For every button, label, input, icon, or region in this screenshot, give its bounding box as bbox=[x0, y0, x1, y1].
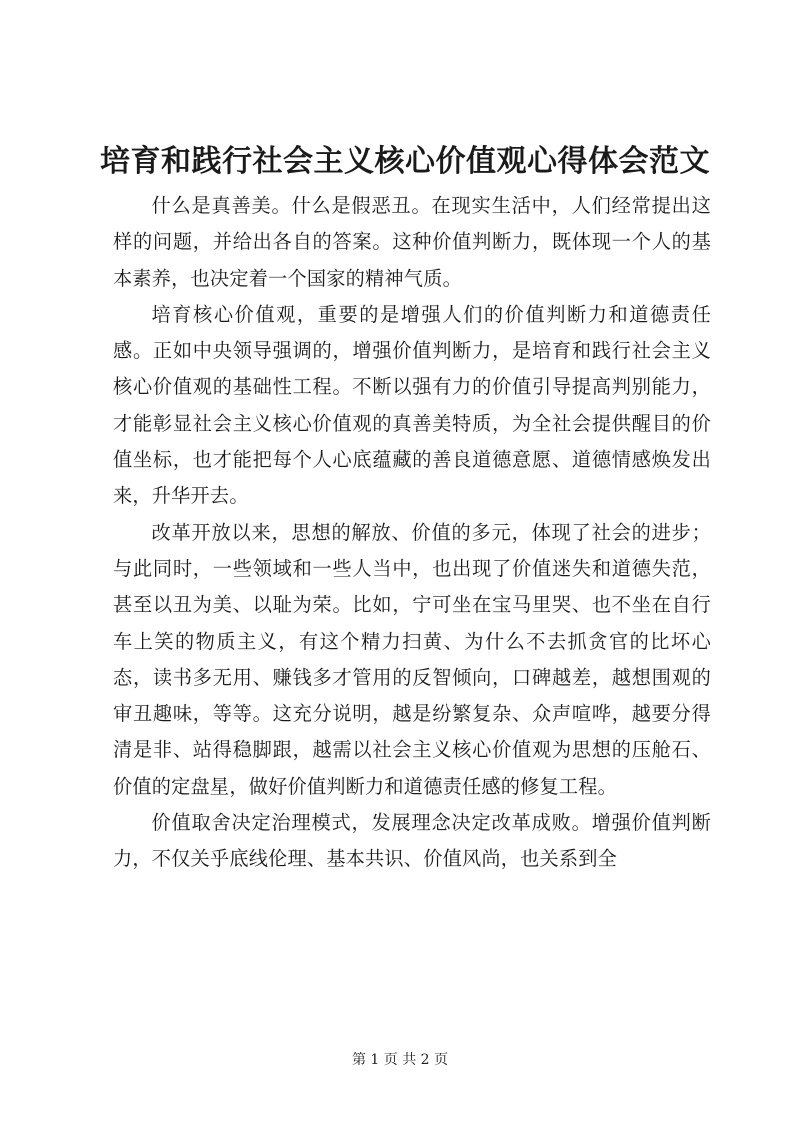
page-number-footer: 第 1 页 共 2 页 bbox=[351, 1052, 449, 1068]
paragraph-4: 价值取舍决定治理模式，发展理念决定改革成败。增强价值判断力，不仅关乎底线伦理、基本共识、价值风尚，也关系到全 bbox=[113, 811, 711, 871]
paragraph-1: 什么是真善美。什么是假恶丑。在现实生活中，人们经常提出这样的问题，并给出各自的答案。这种价值判断力，既体现一个人的基本素养，也决定着一个国家的精神气质。 bbox=[113, 194, 711, 290]
document-title: 培育和践行社会主义核心价值观心得体会范文 bbox=[100, 144, 710, 179]
document-body bbox=[113, 188, 711, 878]
paragraph-3: 改革开放以来，思想的解放、价值的多元，体现了社会的进步；与此同时，一些领域和一些人当中，也出现了价值迷失和道德失范，甚至以丑为美、以耻为荣。比如，宁可坐在宝马里哭、也不坐在自行车上笑的物质主义，有这个精力扫黄、为什么不去抓贪官的比坏心态，读书多无用、赚钱多才管用的反智倾向，口碑越差，越想围观的审丑趣味，等等。这充分说明，越是纷繁复杂、众声喧哗，越要分得清是非、站得稳脚跟，越需以社会主义核心价值观为思想的压舱石、价值的定盘星，做好价值判断力和道德责任感的修复工程。 bbox=[113, 520, 711, 798]
paragraph-2: 培育核心价值观，重要的是增强人们的价值判断力和道德责任感。正如中央领导强调的，增强价值判断力，是培育和践行社会主义核心价值观的基础性工程。不断以强有力的价值引导提高判别能力，才能彰显社会主义核心价值观的真善美特质，为全社会提供醒目的价值坐标，也才能把每个人心底蕴藏的善良道德意愿、道德情感焕发出来，升华开去。 bbox=[113, 302, 711, 508]
